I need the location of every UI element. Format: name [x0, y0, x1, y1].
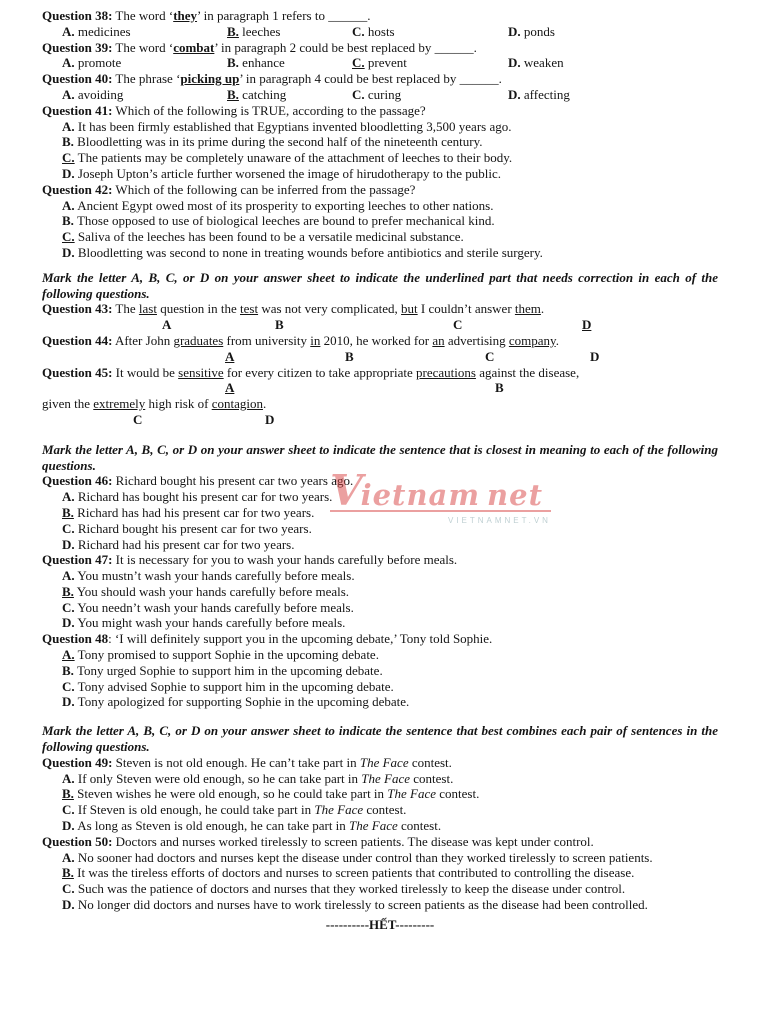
question-47-option-d — [62, 615, 718, 631]
text-segment: advertising — [444, 332, 509, 348]
text-segment: in — [310, 332, 321, 348]
option-letter: D. — [508, 55, 521, 71]
text-segment: Question 40: — [42, 71, 113, 87]
text-segment: Question 46: — [42, 473, 113, 489]
text-segment: Question 42: — [42, 181, 113, 197]
text-segment: Richard has bought his present car for two years. — [77, 489, 333, 505]
option-text: prevent — [364, 55, 407, 71]
question-41-option-b — [62, 134, 718, 150]
option-letter: A. — [62, 197, 75, 213]
question-41-option-c — [62, 150, 718, 166]
text-segment: It is necessary for you to wash your hands carefully before meals. — [112, 552, 458, 568]
text-segment: You might wash your hands carefully before meals. — [77, 615, 346, 631]
question-46-stem — [42, 473, 718, 489]
question-41 — [42, 103, 718, 182]
option-letter: B. — [62, 583, 74, 599]
option-letter: B. — [227, 86, 239, 102]
question-43-letter-a: A — [162, 317, 172, 333]
text-segment: from university — [223, 332, 311, 348]
text-segment: ’ in paragraph 4 could be best replaced by ______. — [239, 71, 502, 87]
question-44-letter-b: B — [345, 348, 354, 364]
option-letter: B. — [62, 662, 74, 678]
question-38 — [42, 8, 718, 40]
option-letter: D. — [508, 86, 521, 102]
text-segment: for every citizen to take appropriate — [223, 364, 417, 380]
text-segment: but — [401, 301, 418, 317]
text-segment: Question 43: — [42, 301, 113, 317]
option-letter: A. — [62, 489, 75, 505]
text-segment: they — [173, 8, 198, 23]
option-text: promote — [74, 55, 122, 71]
text-segment: You mustn’t wash your hands carefully before meals. — [77, 568, 355, 584]
question-49-option-c — [62, 802, 718, 818]
question-40-option-d — [508, 87, 570, 103]
text-segment: given the — [42, 396, 94, 412]
text-segment: If only Steven were old enough, so he can take part in — [77, 770, 362, 786]
question-50-stem — [42, 834, 718, 850]
text-segment: last — [138, 301, 157, 317]
question-39-stem — [42, 40, 718, 56]
question-40-option-c — [352, 87, 401, 103]
question-45 — [42, 365, 718, 428]
question-42-option-c — [62, 229, 718, 245]
text-segment: Mark the letter A, B, C, or D on your answer sheet to indicate the underlined part that needs correction in each of the following questions. — [42, 269, 718, 301]
question-45-letter-row-3 — [42, 412, 718, 428]
option-letter: D. — [62, 536, 75, 552]
text-segment: was not very complicated, — [258, 301, 402, 317]
text-segment: Steven is not old enough. He can’t take part in — [112, 754, 360, 770]
text-segment: contest. — [363, 802, 407, 818]
option-letter: B. — [62, 213, 74, 229]
end-marker: ----------HẾT--------- — [325, 916, 435, 932]
option-letter: D. — [62, 615, 75, 631]
option-letter: C. — [62, 678, 75, 694]
question-50 — [42, 834, 718, 913]
question-45-line-2 — [42, 396, 718, 412]
text-segment: You needn’t wash your hands carefully before meals. — [77, 599, 354, 615]
option-letter: B. — [62, 134, 74, 150]
text-segment: 2010, he worked for — [320, 332, 433, 348]
option-letter: D. — [62, 694, 75, 710]
question-44 — [42, 333, 718, 365]
option-letter: A. — [62, 568, 75, 584]
option-text: catching — [238, 86, 287, 102]
question-44-letter-a: A — [225, 348, 235, 364]
question-38-options — [42, 24, 718, 40]
question-42 — [42, 182, 718, 261]
text-segment: contest. — [410, 770, 454, 786]
question-40 — [42, 71, 718, 103]
text-segment: picking up — [180, 71, 240, 87]
option-text: hosts — [364, 23, 395, 39]
text-segment: The Face — [387, 786, 437, 802]
option-text: medicines — [74, 23, 131, 39]
text-segment: I couldn’t answer — [417, 301, 515, 317]
text-segment: Question 39: — [42, 39, 113, 55]
text-segment: contest. — [436, 786, 480, 802]
question-45-line-0 — [42, 365, 718, 381]
text-segment: Tony advised Sophie to support him in the upcoming debate. — [77, 678, 394, 694]
option-letter: A. — [62, 55, 75, 71]
question-50-option-d — [62, 897, 718, 913]
text-segment: The — [112, 301, 139, 317]
option-text: curing — [364, 86, 402, 102]
section-instruction-1 — [42, 270, 718, 302]
question-50-option-c — [62, 881, 718, 897]
question-39-option-a — [62, 55, 121, 71]
text-segment: Doctors and nurses worked tirelessly to screen patients. The disease was kept under control. — [112, 833, 594, 849]
text-segment: Question 45: — [42, 364, 113, 380]
text-segment: Such was the patience of doctors and nurses that they worked tirelessly to keep the disease under control. — [77, 881, 626, 897]
question-38-option-d — [508, 24, 555, 40]
option-text: leeches — [238, 23, 281, 39]
text-segment: contest. — [408, 754, 452, 770]
option-letter: C. — [62, 520, 75, 536]
text-segment: The Face — [361, 770, 411, 786]
option-letter: D. — [62, 897, 75, 913]
question-49 — [42, 755, 718, 834]
question-49-option-d — [62, 818, 718, 834]
text-segment: Joseph Upton’s article further worsened the image of hirudotherapy to the public. — [77, 165, 501, 181]
question-38-option-a — [62, 24, 131, 40]
question-39-option-b — [227, 55, 285, 71]
option-letter: A. — [62, 23, 75, 39]
text-segment: : ‘I will definitely support you in the upcoming debate,’ Tony told Sophie. — [108, 631, 493, 647]
text-segment: No sooner had doctors and nurses kept the disease under control than they worked tirelessly to screen patients. — [77, 849, 653, 865]
option-letter: A. — [62, 647, 75, 663]
option-letter: C. — [62, 599, 75, 615]
text-segment: contagion — [211, 396, 263, 412]
text-segment: . — [262, 396, 267, 412]
option-letter: D. — [508, 23, 521, 39]
option-text: enhance — [238, 55, 285, 71]
text-segment: contest. — [397, 818, 442, 834]
question-43-letter-c: C — [453, 317, 463, 333]
text-segment: . — [540, 301, 545, 317]
question-38-option-c — [352, 24, 395, 40]
question-42-option-d — [62, 245, 718, 261]
option-letter: C. — [62, 150, 75, 166]
text-segment: Richard bought his present car two years ago. — [112, 473, 354, 489]
question-44-letter-c: C — [485, 348, 495, 364]
section-instruction-2 — [42, 442, 718, 474]
question-40-option-a — [62, 87, 123, 103]
question-42-option-a — [62, 198, 718, 214]
option-letter: A. — [62, 118, 75, 134]
text-segment: Which of the following can be inferred from the passage? — [112, 181, 416, 197]
option-letter: D. — [62, 244, 75, 260]
question-41-option-d — [62, 166, 718, 182]
text-segment: You should wash your hands carefully before meals. — [76, 583, 350, 599]
question-46 — [42, 473, 718, 552]
text-segment: against the disease, — [475, 364, 580, 380]
text-segment: The Face — [359, 754, 409, 770]
text-segment: Question 47: — [42, 552, 113, 568]
text-segment: test — [240, 301, 259, 317]
text-segment: Tony urged Sophie to support him in the upcoming debate. — [76, 662, 383, 678]
question-41-stem — [42, 103, 718, 119]
question-39-options — [42, 55, 718, 71]
question-50-option-b — [62, 865, 718, 881]
option-letter: B. — [62, 865, 74, 881]
question-47-stem — [42, 552, 718, 568]
question-43-letter-b: B — [275, 317, 284, 333]
option-text: ponds — [520, 23, 555, 39]
question-47 — [42, 552, 718, 631]
text-segment: The Face — [349, 818, 398, 834]
question-40-options — [42, 87, 718, 103]
option-letter: A. — [62, 849, 75, 865]
text-segment: Richard has had his present car for two years. — [77, 504, 315, 520]
option-letter: C. — [352, 23, 365, 39]
text-segment: combat — [173, 39, 215, 55]
text-segment: It has been firmly established that Egyptians invented bloodletting 3,500 years ago. — [77, 118, 512, 134]
section-instruction-1-text — [42, 270, 718, 302]
question-45-letter-b: B — [495, 380, 504, 396]
option-letter: C. — [352, 55, 365, 71]
question-49-stem — [42, 755, 718, 771]
text-segment: It would be — [112, 364, 179, 380]
text-segment: Bloodletting was second to none in treating wounds before antibiotics and sterile surgery. — [77, 244, 543, 260]
text-segment: Question 41: — [42, 102, 113, 118]
text-segment: The patients may be completely unaware of the attachment of leeches to their body. — [77, 150, 513, 166]
text-segment: ’ in paragraph 2 could be best replaced by ______. — [214, 39, 477, 55]
text-segment: If Steven is old enough, he could take part in — [77, 802, 315, 818]
question-38-stem — [42, 8, 718, 24]
option-text: avoiding — [74, 86, 124, 102]
text-segment: Richard had his present car for two years. — [77, 536, 295, 552]
section-instruction-3-text — [42, 723, 718, 755]
question-48-option-d — [62, 694, 718, 710]
text-segment: Question 44: — [42, 332, 113, 348]
question-39-option-c — [352, 55, 407, 71]
question-38-option-b — [227, 24, 280, 40]
question-39 — [42, 40, 718, 72]
document-body — [42, 8, 718, 913]
text-segment: Tony apologized for supporting Sophie in the upcoming debate. — [77, 694, 410, 710]
section-instruction-2-text — [42, 442, 718, 474]
watermark-name: ietnam — [360, 478, 481, 512]
text-segment: sensitive — [178, 364, 224, 380]
text-segment: Saliva of the leeches has been found to be a versatile medicinal substance. — [77, 229, 464, 245]
question-41-option-a — [62, 119, 718, 135]
question-46-option-d — [62, 537, 718, 553]
option-letter: B. — [227, 23, 239, 39]
question-49-option-a — [62, 771, 718, 787]
text-segment: ’ in paragraph 1 refers to ______. — [197, 8, 371, 23]
option-letter: A. — [62, 770, 75, 786]
text-segment: Question 38: — [42, 8, 113, 23]
question-43-letter-row-1 — [42, 317, 718, 333]
question-44-line-0 — [42, 333, 718, 349]
option-text: weaken — [520, 55, 564, 71]
question-39-option-d — [508, 55, 564, 71]
option-letter: B. — [62, 504, 74, 520]
question-45-letter-a: A — [225, 380, 235, 396]
question-48-option-b — [62, 663, 718, 679]
question-44-letter-row-1 — [42, 349, 718, 365]
text-segment: them — [514, 301, 541, 317]
question-47-option-c — [62, 600, 718, 616]
question-42-option-b — [62, 213, 718, 229]
question-43-letter-d: D — [582, 317, 592, 333]
text-segment: Mark the letter A, B, C, or D on your answer sheet to indicate the sentence that is closest in meaning to each of the following questions. — [42, 441, 718, 473]
section-instruction-3 — [42, 723, 718, 755]
question-48-stem — [42, 631, 718, 647]
option-letter: D. — [62, 165, 75, 181]
question-47-option-a — [62, 568, 718, 584]
question-43 — [42, 301, 718, 333]
question-44-letter-d: D — [590, 348, 600, 364]
text-segment: It was the tireless efforts of doctors and nurses to screen patients that contributed to controlling the disease. — [77, 865, 635, 881]
text-segment: graduates — [173, 332, 224, 348]
text-segment: Ancient Egypt owed most of its prosperity to exporting leeches to other nations. — [77, 197, 494, 213]
text-segment: precautions — [416, 364, 476, 380]
option-letter: B. — [227, 55, 239, 71]
option-letter: C. — [352, 86, 365, 102]
option-letter: C. — [62, 802, 75, 818]
question-40-stem — [42, 71, 718, 87]
text-segment: The word ‘ — [112, 8, 174, 23]
watermark-domain: VIETNAMNET.VN — [447, 516, 551, 525]
question-42-stem — [42, 182, 718, 198]
option-letter: C. — [62, 881, 75, 897]
text-segment: The Face — [314, 802, 364, 818]
question-48-option-a — [62, 647, 718, 663]
option-letter: B. — [62, 786, 74, 802]
text-segment: Richard bought his present car for two years. — [77, 520, 312, 536]
text-segment: Steven wishes he were old enough, so he could take part in — [77, 786, 388, 802]
text-segment: company — [508, 332, 556, 348]
watermark-name-suffix: net — [487, 478, 543, 512]
question-45-letter-row-1 — [42, 380, 718, 396]
text-segment: After John — [112, 332, 174, 348]
text-segment: The word ‘ — [112, 39, 174, 55]
text-segment: Question 48 — [42, 631, 109, 647]
question-46-option-a — [62, 489, 718, 505]
question-40-option-b — [227, 87, 286, 103]
question-46-option-c — [62, 521, 718, 537]
question-47-option-b — [62, 584, 718, 600]
text-segment: Question 49: — [42, 754, 113, 770]
text-segment: an — [432, 332, 445, 348]
text-segment: As long as Steven is old enough, he can take part in — [77, 818, 350, 834]
text-segment: extremely — [93, 396, 146, 412]
watermark-v-glyph: V — [330, 466, 364, 515]
text-segment: Tony promised to support Sophie in the upcoming debate. — [77, 647, 379, 663]
question-46-option-b — [62, 505, 718, 521]
option-text: affecting — [520, 86, 570, 102]
text-segment: The phrase ‘ — [112, 71, 181, 87]
question-50-option-a — [62, 850, 718, 866]
text-segment: high risk of — [145, 396, 212, 412]
text-segment: Mark the letter A, B, C, or D on your answer sheet to indicate the sentence that best combines each pair of sentences in the following questions. — [42, 723, 718, 755]
question-43-line-0 — [42, 301, 718, 317]
option-letter: A. — [62, 86, 75, 102]
question-49-option-b — [62, 786, 718, 802]
text-segment: No longer did doctors and nurses have to work tirelessly to screen patients as the disease had been controlled. — [77, 897, 648, 913]
question-48 — [42, 631, 718, 710]
text-segment: . — [555, 332, 559, 348]
question-45-letter-c: C — [133, 411, 143, 427]
text-segment: Those opposed to use of biological leeches are bound to prefer mechanical kind. — [76, 213, 495, 229]
option-letter: C. — [62, 229, 75, 245]
question-48-option-c — [62, 679, 718, 695]
question-45-letter-d: D — [265, 411, 275, 427]
text-segment: Bloodletting was in its prime during the second half of the nineteenth century. — [77, 134, 483, 150]
text-segment: question in the — [156, 301, 241, 317]
text-segment: Question 50: — [42, 833, 113, 849]
text-segment: Which of the following is TRUE, according to the passage? — [112, 102, 426, 118]
option-letter: D. — [62, 818, 75, 834]
